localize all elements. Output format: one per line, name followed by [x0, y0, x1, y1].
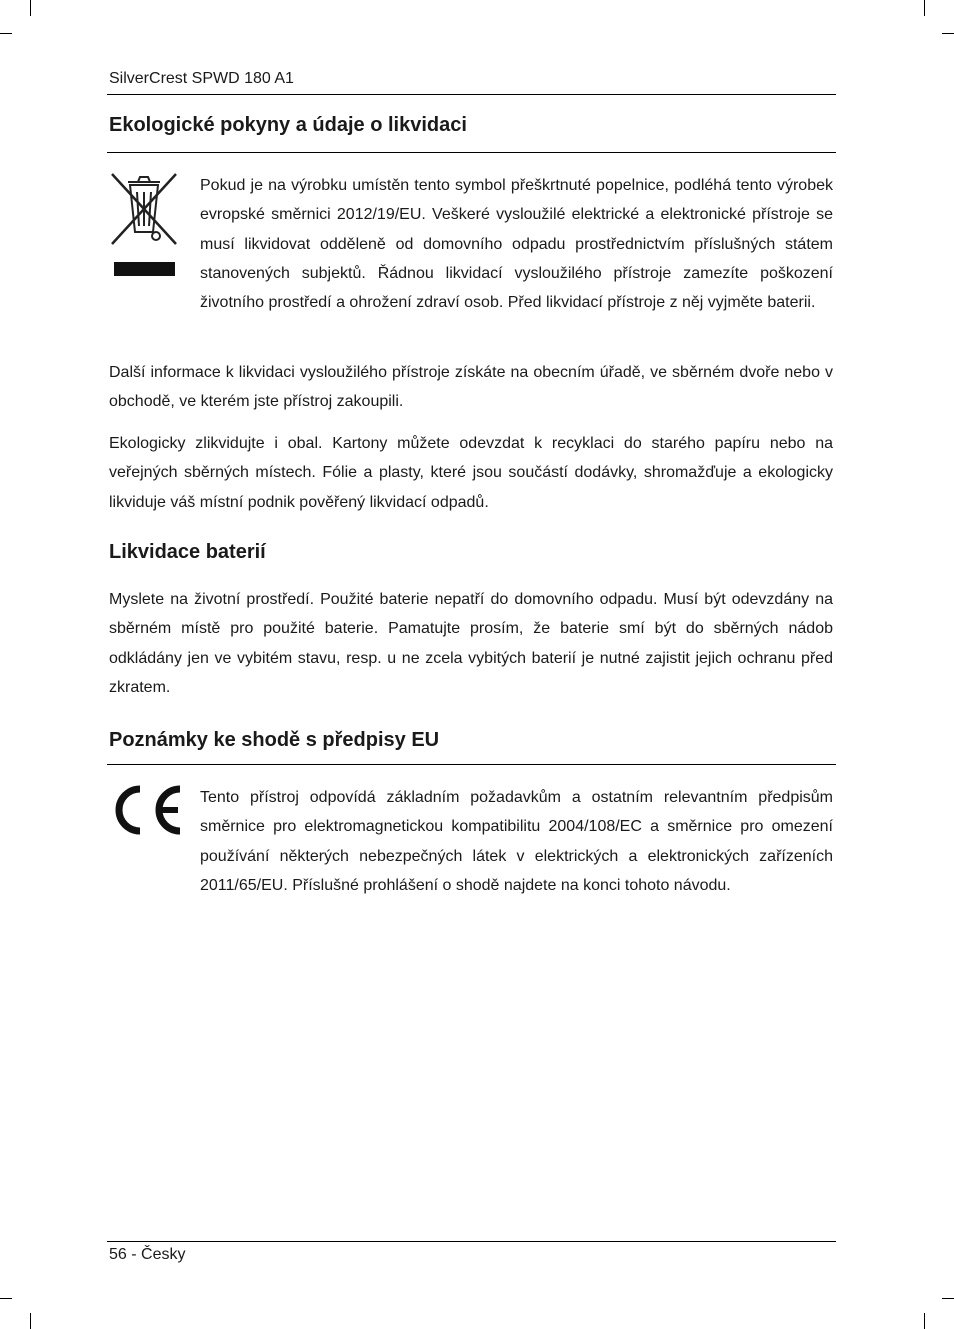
eu-paragraph: Tento přístroj odpovídá základním požadavkům a ostatním relevantním předpisům směrnice pro elektromagnetickou kompatibilitu 2004/108/EC a směrnice pro omezení používání některých nebezpečných látek v elektrických a elektronických zařízeních 2011/65/EU. Příslušné prohlášení o shodě najdete na konci tohoto návodu.: [200, 789, 833, 894]
battery-block: [109, 585, 833, 702]
battery-paragraph: Myslete na životní prostředí. Použité baterie nepatří do domovního odpadu. Musí být odevzdány na sběrném místě pro použité baterie. Pamatujte prosím, že baterie smí být do sběrných nádob odkládány jen ve vybitém stavu, resp. u ne zcela vybitých baterií je nutné zajistit jejich ochranu před zkratem.: [109, 591, 833, 696]
weee-text-block: [200, 171, 833, 317]
crop-mark: [924, 0, 925, 16]
footer-rule: [107, 1241, 836, 1242]
section-rule: [107, 764, 836, 765]
section-heading-eu: Poznámky ke shodě s předpisy EU: [109, 729, 440, 751]
disposal-info-paragraph: Další informace k likvidaci vysloužilého přístroje získáte na obecním úřadě, ve sběrném dvoře nebo v obchodě, ve kterém jste přístroj zakoupili.: [109, 364, 833, 411]
section-rule: [107, 152, 836, 153]
ce-mark-icon: [108, 783, 184, 837]
header-rule: [107, 94, 836, 95]
crop-mark: [30, 0, 31, 16]
crop-mark: [942, 1298, 954, 1299]
crop-mark: [942, 33, 954, 34]
packaging-block: [109, 429, 833, 517]
packaging-paragraph: Ekologicky zlikvidujte i obal. Kartony můžete odevzdat k recyklaci do starého papíru nebo na veřejných sběrných místech. Fólie a plasty, které jsou součástí dodávky, shromažďuje a ekologicky likviduje váš místní podnik pověřený likvidací odpadů.: [109, 435, 833, 511]
disposal-info-block: [109, 358, 833, 417]
crop-mark: [0, 33, 12, 34]
running-header: SilverCrest SPWD 180 A1: [109, 70, 294, 87]
section-heading-battery: Likvidace baterií: [109, 541, 266, 563]
crossed-out-wheelie-bin-icon: [108, 170, 180, 278]
crop-mark: [0, 1298, 12, 1299]
weee-paragraph: Pokud je na výrobku umístěn tento symbol přeškrtnuté popelnice, podléhá tento výrobek evropské směrnici 2012/19/EU. Veškeré vysloužilé elektrické a elektronické přístroje se musí likvidovat odděleně od domovního odpadu prostřednictvím příslušných státem stanovených subjektů. Řádnou likvidací vysloužilého přístroje zamezíte poškození životního prostředí a ohrožení zdraví osob. Před likvidací přístroje z něj vyjměte baterii.: [200, 177, 833, 312]
eu-text-block: [200, 783, 833, 900]
crop-mark: [924, 1313, 925, 1329]
page-number-label: 56 - Česky: [109, 1246, 186, 1263]
crop-mark: [30, 1313, 31, 1329]
section-heading-eco: Ekologické pokyny a údaje o likvidaci: [109, 114, 467, 136]
